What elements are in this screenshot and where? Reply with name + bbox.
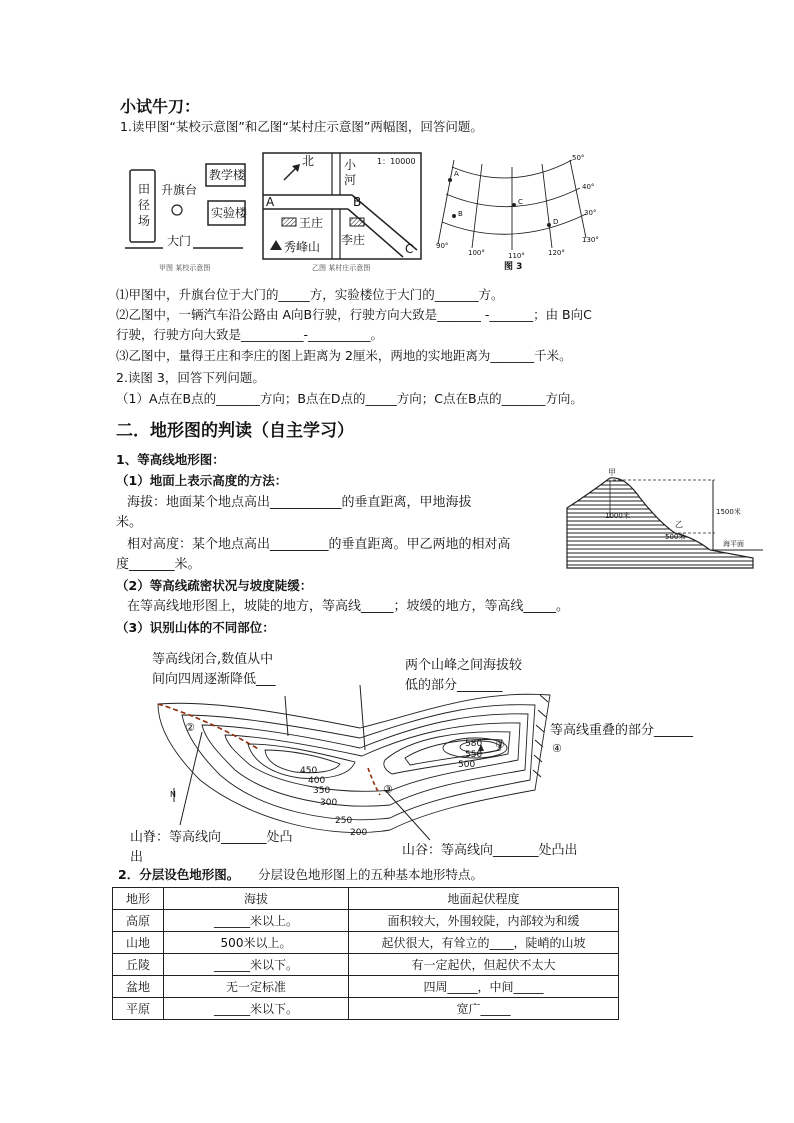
contour-figure [130, 650, 730, 865]
field-char-3: 场 [138, 214, 151, 228]
altitude-line-b: 米。 [116, 515, 143, 530]
profile-1000: 1000米 [605, 512, 630, 520]
point-b-dot [452, 214, 456, 218]
section-2-1-1: （1）地面上表示高度的方法： [116, 473, 288, 488]
question-1-3: ⑶乙图中，量得王庄和李庄的图上距离为 2厘米，两地的实地距离为_______千米。 [116, 348, 572, 363]
question-2-1: （1）A点在B点的_______方向；B点在D点的_____方向；C点在B点的_______方向。 [116, 391, 583, 406]
li-symbol [350, 218, 364, 226]
profile-500: 500米 [665, 533, 686, 541]
lbl-450: 450 [300, 766, 318, 776]
lbl-250: 250 [335, 816, 353, 826]
table-cell: 平原 [113, 998, 164, 1020]
river-char-2: 河 [344, 173, 357, 187]
lat-50-label: 50° [572, 154, 585, 162]
section-2-1: 1、等高线地形图： [116, 452, 225, 467]
cliff-hatch-1 [540, 695, 548, 702]
lon-120-label: 120° [548, 249, 565, 257]
point-d-dot [547, 223, 551, 227]
flag-circle [172, 205, 182, 215]
practice-title: 小试牛刀： [120, 97, 201, 116]
wang-label: 王庄 [299, 216, 324, 230]
altitude-line-a: 海拔：地面某个地点高出___________的垂直距离，甲地海拔 [127, 495, 472, 510]
table-cell: 宽广_____ [349, 998, 619, 1020]
section-2-2-title: 2．分层设色地形图。 [118, 867, 240, 882]
mountain-symbol [270, 240, 282, 250]
valley-text: 山谷：等高线向_______处凸出 [402, 843, 578, 858]
point-a: A [266, 195, 275, 209]
point-c: C [405, 242, 414, 256]
profile-figure [565, 468, 765, 572]
table-header-cell: 地形 [113, 888, 164, 910]
table-cell: 山地 [113, 932, 164, 954]
lon-110-label: 110° [508, 252, 525, 260]
pt-b: B [458, 210, 463, 218]
point-a-dot [448, 178, 452, 182]
relative-line-a: 相对高度：某个地点高出_________的垂直距离。甲乙两地的相对高 [127, 537, 511, 552]
question-1-2b: 行驶，行驶方向大致是__________-__________。 [116, 327, 384, 342]
lon-90 [438, 160, 454, 244]
village-map-figure [262, 152, 422, 276]
scale-label: 1：10000 [377, 157, 416, 166]
teach-label: 教学楼 [209, 168, 246, 182]
table-cell: 高原 [113, 910, 164, 932]
pt-a: A [454, 170, 459, 178]
table-header-row [113, 888, 619, 910]
saddle-text-b: 低的部分_______ [405, 678, 503, 693]
lon-100 [472, 164, 482, 248]
table-cell: ______米以上。 [164, 910, 349, 932]
lat-30-label: 30° [584, 209, 597, 217]
table-row [113, 910, 619, 932]
field-char-2: 径 [138, 198, 151, 212]
terrain-table [112, 887, 619, 1020]
cliff-hatch-4 [535, 740, 543, 747]
profile-1500: 1500米 [716, 508, 741, 516]
gate-label: 大门 [167, 234, 192, 248]
mark-1: ① [495, 738, 505, 751]
flag-label: 升旗台 [161, 183, 198, 197]
table-cell: 四周_____，中间_____ [349, 976, 619, 998]
profile-yi: 乙 [675, 520, 683, 529]
section-2-1-2: （2）等高线疏密状况与坡度陡缓： [116, 578, 313, 593]
saddle-pointer [360, 685, 365, 750]
lon-130-label: 130° [582, 236, 599, 244]
lbl-200: 200 [350, 828, 368, 838]
point-c-dot [512, 203, 516, 207]
lbl-550: 550 [465, 750, 483, 760]
mountain-label: 秀峰山 [284, 240, 321, 254]
lon-120 [542, 164, 552, 248]
north-label: 北 [302, 154, 315, 168]
pt-d: D [553, 218, 559, 226]
section-2-title: 二．地形图的判读（自主学习） [116, 421, 354, 441]
peak-pointer [285, 696, 288, 736]
profile-jia: 甲 [608, 468, 616, 477]
profile-sea: 海平面 [723, 540, 744, 548]
lon-90-label: 90° [436, 242, 449, 250]
section-2-1-3: （3）识别山体的不同部位： [116, 620, 275, 635]
table-row [113, 976, 619, 998]
lbl-500: 500 [458, 760, 476, 770]
lon-130 [570, 160, 586, 238]
question-2: 2.读图 3，回答下列问题。 [116, 370, 265, 385]
mountain-profile [567, 478, 753, 568]
table-cell: 面积较大，外围较陡，内部较为和缓 [349, 910, 619, 932]
cliff-hatch-2 [538, 710, 546, 717]
mark-4: ④ [552, 742, 562, 755]
question-1-1: ⑴甲图中，升旗台位于大门的_____方，实验楼位于大门的_______方。 [116, 287, 504, 302]
table-cell: 起伏很大，有耸立的____，陡峭的山坡 [349, 932, 619, 954]
peak-text-a: 等高线闭合,数值从中 [152, 652, 274, 667]
cliff-hatch-3 [536, 725, 544, 732]
relative-line-b: 度_______米。 [116, 557, 201, 572]
density-text: 在等高线地形图上，坡陡的地方，等高线_____；坡缓的地方，等高线_____。 [127, 599, 570, 614]
table-cell: ______米以下。 [164, 998, 349, 1020]
lat-40-label: 40° [582, 183, 595, 191]
table-cell: 无一定标准 [164, 976, 349, 998]
school-map-figure [125, 152, 247, 276]
fig-yi-caption: 乙图 某村庄示意图 [312, 264, 371, 272]
lon-100-label: 100° [468, 249, 485, 257]
lbl-400: 400 [308, 776, 326, 786]
village-map-svg [262, 152, 422, 276]
field-char-1: 田 [138, 182, 151, 196]
contour-north: N [170, 790, 176, 799]
table-header-cell: 地面起伏程度 [349, 888, 619, 910]
lbl-300: 300 [320, 798, 338, 808]
table-cell: 有一定起伏，但起伏不太大 [349, 954, 619, 976]
pt-c: C [518, 198, 523, 206]
cliff-text: 等高线重叠的部分______ [550, 723, 694, 738]
table-cell: 盆地 [113, 976, 164, 998]
saddle-text-a: 两个山峰之间海拔较 [405, 658, 523, 673]
peak-text-b: 间向四周逐渐降低___ [152, 672, 276, 687]
river-char-1: 小 [344, 158, 357, 172]
lbl-580: 580 [465, 739, 483, 749]
table-cell: ______米以下。 [164, 954, 349, 976]
question-1: 1.读甲图“某校示意图”和乙图“某村庄示意图”两幅图，回答问题。 [120, 119, 483, 134]
li-label: 李庄 [341, 233, 366, 247]
point-b: B [353, 195, 362, 209]
profile-svg [565, 468, 765, 572]
fig3-caption: 图 3 [504, 262, 523, 272]
latlon-grid-figure [432, 152, 597, 276]
mark-3: ③ [383, 783, 393, 796]
question-1-2a: ⑵乙图中，一辆汽车沿公路由 A向B行驶，行驶方向大致是_______ -_______；由 B向C [116, 307, 592, 322]
mark-2: ② [185, 721, 195, 734]
lbl-350: 350 [313, 786, 331, 796]
table-header-cell: 海拔 [164, 888, 349, 910]
table-cell: 500米以上。 [164, 932, 349, 954]
fig-jia-caption: 甲图 某校示意图 [159, 264, 211, 272]
table-row [113, 998, 619, 1020]
table-cell: 丘陵 [113, 954, 164, 976]
wang-symbol [282, 218, 296, 226]
lab-label: 实验楼 [211, 206, 248, 220]
lat-30 [442, 214, 586, 234]
ridge-text-b: 出 [130, 850, 144, 865]
table-row [113, 932, 619, 954]
table-row [113, 954, 619, 976]
ridge-dashed-line [158, 704, 260, 750]
ridge-text-a: 山脊：等高线向_______处凸 [130, 830, 293, 845]
section-2-2-text: 分层设色地形图上的五种基本地形特点。 [258, 867, 484, 882]
